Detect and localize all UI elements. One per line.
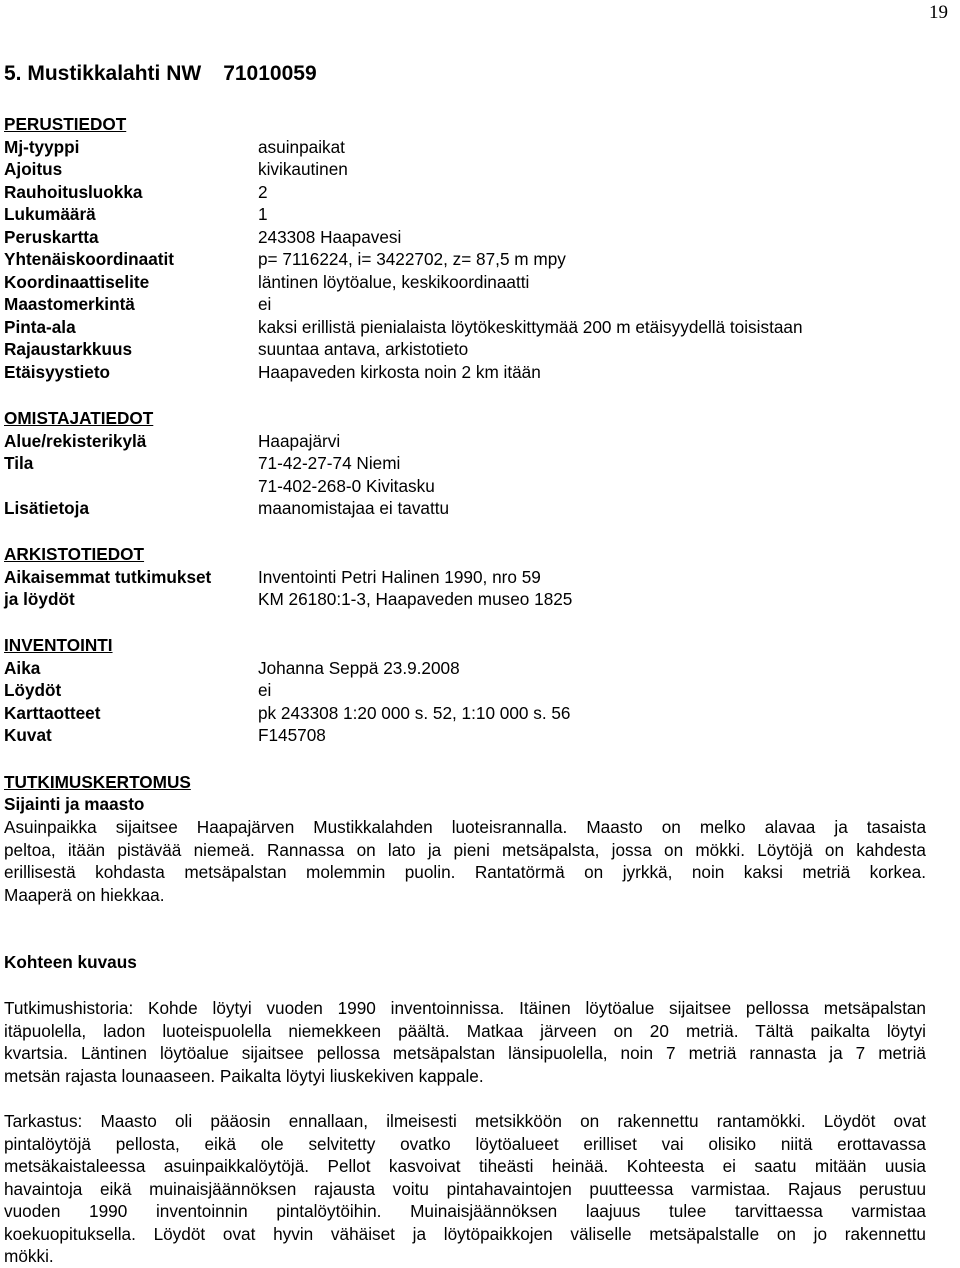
perustiedot-row (4, 136, 934, 159)
tarkastus-line: koekuopituksella. Löydöt ovat hyvin vähäiset ja löytöpaikkojen väliselle metsäpalstalle on jo rakennettu (4, 1223, 926, 1244)
inventointi-row (4, 657, 934, 680)
arkistotiedot-heading: ARKISTOTIEDOT (4, 544, 145, 564)
inventointi-value: Johanna Seppä 23.9.2008 (258, 657, 460, 678)
omistajatiedot-rows (4, 430, 934, 520)
perustiedot-label: Pinta-ala (4, 316, 76, 337)
perustiedot-label: Lukumäärä (4, 204, 96, 224)
omistajatiedot-value: maanomistajaa ei tavattu (258, 498, 450, 518)
historia-line: kvartsia. Läntinen löytöalue sijaitsee pellossa metsäpalstan länsipuolella, noin 7 metriä rannasta ja 7 metriä (4, 1043, 926, 1063)
arkistotiedot-row (4, 566, 934, 589)
tarkastus-line: pintalöytöjä pellosta, eikä ole selvitetty ovatko löytöalueet erilliset vai olisiko niitä erottavassa (4, 1133, 926, 1154)
perustiedot-value: ei (258, 294, 272, 314)
omistajatiedot-label: Lisätietoja (4, 498, 90, 518)
perustiedot-value: kaksi erillistä pienialaista löytökeskittymää 200 m etäisyydellä toisistaan (258, 316, 803, 337)
perustiedot-row (4, 293, 934, 316)
perustiedot-value: kivikautinen (258, 159, 348, 179)
omistajatiedot-row (4, 430, 934, 453)
sijainti-line: Maaperä on hiekkaa. (4, 884, 165, 905)
tarkastus-line: metsäkaistaleessa asuinpaikkalöytöjä. Pellot kasvoivat tiheästi heinää. Kohteesta ei saatu mitään uusia (4, 1156, 926, 1176)
inventointi-row (4, 724, 934, 747)
perustiedot-row (4, 158, 934, 181)
omistajatiedot-heading: OMISTAJATIEDOT (4, 408, 154, 428)
historia-line: itäpuolella, ladon luoteispuolella niemekkeen päältä. Matkaa järveen on 20 metriä. Tältä paikalta löytyi (4, 1020, 926, 1041)
arkistotiedot-value: KM 26180:1-3, Haapaveden museo 1825 (258, 589, 573, 609)
arkistotiedot-label: ja löydöt (4, 589, 75, 609)
omistajatiedot-section (4, 407, 934, 520)
omistajatiedot-label: Tila (4, 453, 34, 473)
perustiedot-heading: PERUSTIEDOT (4, 114, 127, 134)
tarkastus-line: Tarkastus: Maasto oli pääosin ennallaan, ilmeisesti metsikköön on rakennettu rantamökki. Löydöt ovat (4, 1111, 926, 1131)
perustiedot-label: Etäisyystieto (4, 361, 111, 382)
site-title-name: 5. Mustikkalahti NW (4, 62, 202, 85)
sijainti-heading: Sijainti ja maasto (4, 794, 145, 814)
perustiedot-row (4, 338, 934, 361)
arkistotiedot-label: Aikaisemmat tutkimukset (4, 566, 212, 587)
perustiedot-value: asuinpaikat (258, 136, 345, 157)
arkistotiedot-row (4, 588, 934, 611)
perustiedot-row (4, 361, 934, 384)
perustiedot-value: suuntaa antava, arkistotieto (258, 339, 469, 359)
perustiedot-row (4, 181, 934, 204)
perustiedot-value: 1 (258, 204, 268, 224)
arkistotiedot-value: Inventointi Petri Halinen 1990, nro 59 (258, 566, 541, 587)
perustiedot-label: Rajaustarkkuus (4, 339, 133, 359)
inventointi-label: Aika (4, 657, 41, 678)
inventointi-row (4, 702, 934, 725)
arkistotiedot-rows (4, 566, 934, 611)
inventointi-label: Kuvat (4, 725, 52, 745)
site-title (4, 63, 317, 86)
perustiedot-value: 2 (258, 181, 268, 202)
omistajatiedot-label: Alue/rekisterikylä (4, 430, 147, 451)
perustiedot-row (4, 316, 934, 339)
inventointi-row (4, 679, 934, 702)
perustiedot-label: Ajoitus (4, 159, 63, 179)
tarkastus-paragraph (4, 1110, 926, 1268)
inventointi-section (4, 634, 934, 747)
perustiedot-value: Haapaveden kirkosta noin 2 km itään (258, 361, 541, 382)
kohteen-kuvaus-heading: Kohteen kuvaus (4, 952, 137, 972)
inventointi-value: pk 243308 1:20 000 s. 52, 1:10 000 s. 56 (258, 702, 571, 723)
sijainti-line: erillisestä kohdasta metsäpalstan molemmin puolin. Rantatörmä on jyrkkä, noin kaksi metriä korkea. (4, 862, 926, 882)
perustiedot-value: p= 7116224, i= 3422702, z= 87,5 m mpy (258, 249, 566, 269)
tutkimushistoria-paragraph (4, 997, 926, 1087)
site-number: 71010059 (223, 62, 317, 85)
tutkimuskertomus-heading: TUTKIMUSKERTOMUS (4, 772, 191, 792)
tarkastus-line: mökki. (4, 1246, 54, 1266)
inventointi-label: Löydöt (4, 680, 62, 700)
tarkastus-line: havaintoja eikä muinaisjäännöksen rajausta voitu pintahavaintojen puutteessa varmistaa. Rajaus perustuu (4, 1178, 926, 1199)
perustiedot-label: Yhtenäiskoordinaatit (4, 249, 174, 269)
perustiedot-rows (4, 136, 934, 384)
perustiedot-label: Peruskartta (4, 226, 99, 247)
historia-line: Tutkimushistoria: Kohde löytyi vuoden 1990 inventoinnissa. Itäinen löytöalue sijaitsee pellossa metsäpalstan (4, 998, 926, 1018)
inventointi-value: ei (258, 680, 272, 700)
omistajatiedot-row (4, 497, 934, 520)
tarkastus-line: vuoden 1990 inventoinnin pintalöytöihin. Muinaisjäännöksen laajuus tulee tarvittaessa varmistaa (4, 1201, 926, 1221)
perustiedot-value: läntinen löytöalue, keskikoordinaatti (258, 271, 530, 292)
perustiedot-label: Rauhoitusluokka (4, 181, 143, 202)
perustiedot-value: 243308 Haapavesi (258, 226, 402, 247)
sijainti-line: Asuinpaikka sijaitsee Haapajärven Mustikkalahden luoteisrannalla. Maasto on melko alavaa ja tasaista (4, 817, 926, 837)
perustiedot-row (4, 226, 934, 249)
inventointi-heading: INVENTOINTI (4, 635, 113, 655)
omistajatiedot-row (4, 475, 934, 498)
inventointi-label: Karttaotteet (4, 702, 101, 723)
perustiedot-section (4, 113, 934, 383)
page-number: 19 (929, 2, 948, 23)
perustiedot-row (4, 271, 934, 294)
inventointi-value: F145708 (258, 725, 326, 745)
historia-line: metsän rajasta lounaaseen. Paikalta löytyi liuskekiven kappale. (4, 1065, 484, 1086)
perustiedot-label: Mj-tyyppi (4, 136, 80, 157)
perustiedot-label: Maastomerkintä (4, 294, 135, 314)
perustiedot-row (4, 203, 934, 226)
omistajatiedot-value: 71-402-268-0 Kivitasku (258, 475, 435, 496)
sijainti-line: peltoa, itään pistävää niemeä. Rannassa on lato ja pieni metsäpalsta, jossa on mökki. Löytöjä on kahdesta (4, 839, 926, 860)
inventointi-rows (4, 657, 934, 747)
arkistotiedot-section (4, 543, 934, 611)
omistajatiedot-value: Haapajärvi (258, 430, 341, 451)
omistajatiedot-value: 71-42-27-74 Niemi (258, 453, 401, 473)
sijainti-paragraph (4, 816, 926, 906)
perustiedot-label: Koordinaattiselite (4, 271, 150, 292)
perustiedot-row (4, 248, 934, 271)
omistajatiedot-row (4, 452, 934, 475)
